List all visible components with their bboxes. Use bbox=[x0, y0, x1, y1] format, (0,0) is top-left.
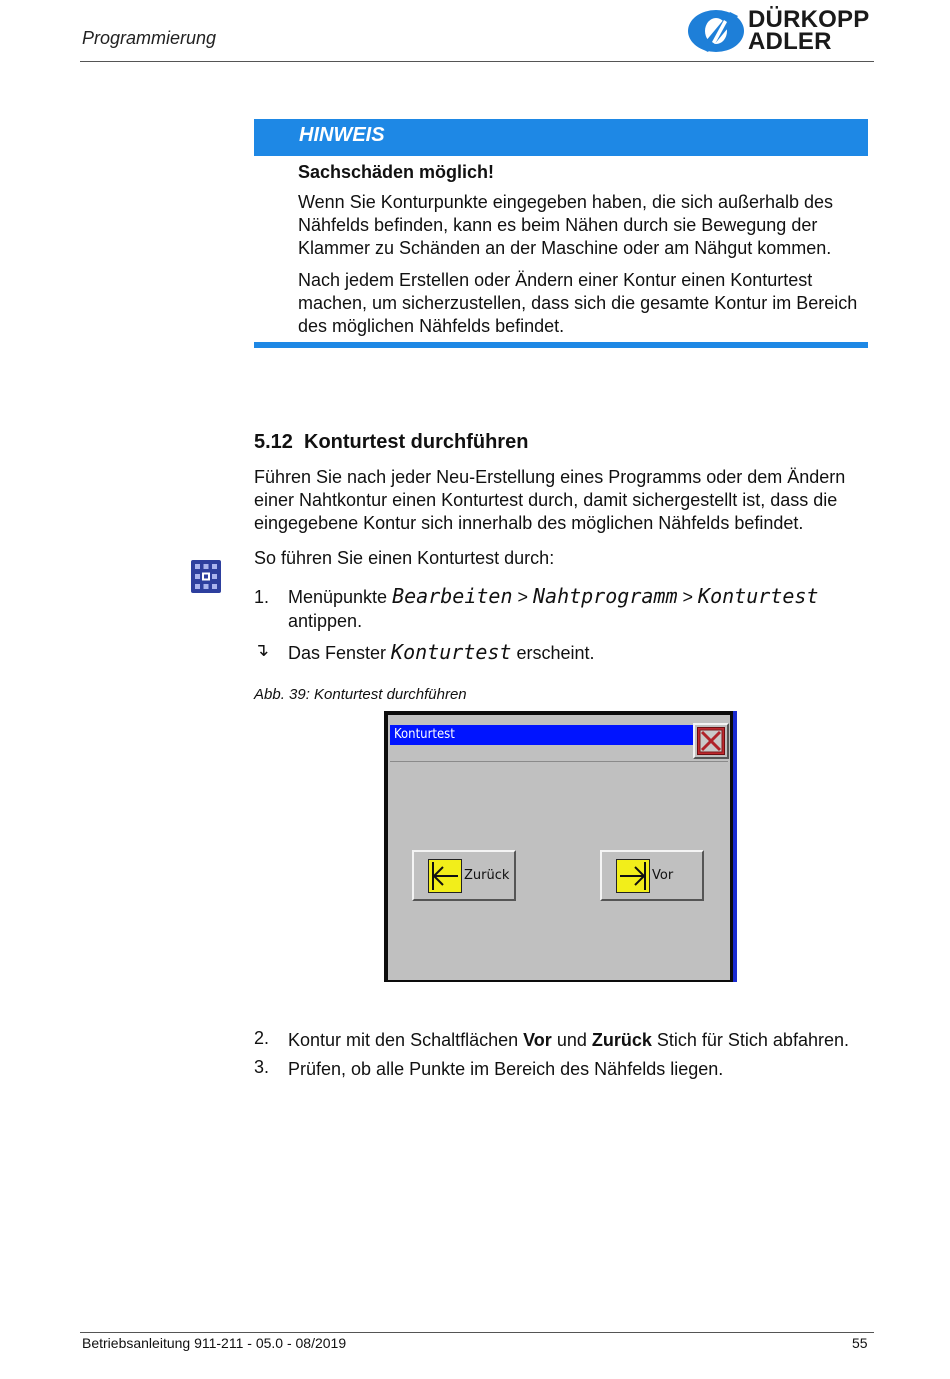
running-header: Programmierung bbox=[82, 28, 217, 48]
step-2-mid: und bbox=[551, 1030, 592, 1050]
step-1-number: 1. bbox=[254, 587, 270, 607]
menu-separator: > bbox=[512, 587, 534, 607]
window-divider bbox=[390, 761, 728, 762]
footer-document-id: Betriebsanleitung 911-211 - 05.0 - 08/2019 bbox=[82, 1335, 347, 1351]
step-1-prefix: Menüpunkte bbox=[288, 587, 393, 607]
back-button[interactable] bbox=[412, 850, 516, 901]
notice-label: HINWEIS bbox=[299, 124, 385, 146]
back-button-label: Zurück bbox=[464, 868, 510, 883]
footer-divider bbox=[80, 1332, 874, 1333]
step-2-text bbox=[288, 1028, 878, 1052]
notice-paragraph-1: Wenn Sie Konturpunkte eingegeben haben, die sich außerhalb des Nähfelds befinden, kann es beim Nähen durch sie Bewegung der Klammer zu Schänden an der Maschine oder am Nähgut kommen. bbox=[298, 192, 834, 258]
notice-paragraph-2: Nach jedem Erstellen oder Ändern einer Kontur einen Konturtest machen, um sicherzustellen, dass sich die gesamte Kontur im Bereich des möglichen Nähfelds befindet. bbox=[298, 270, 858, 336]
step-1-suffix: antippen. bbox=[288, 611, 363, 631]
notice-heading: Sachschäden möglich! bbox=[298, 162, 495, 182]
page-number: 55 bbox=[852, 1335, 868, 1351]
result-window-name: Konturtest bbox=[391, 640, 512, 664]
section-intro: Führen Sie nach jeder Neu-Erstellung eines Programms oder dem Ändern einer Nahtkontur einen Konturtest durch, damit sichergestellt ist, dass die eingegebene Kontur sich innerhalb des möglichen Nähfelds befindet. bbox=[254, 467, 846, 533]
konturtest-screenshot bbox=[384, 711, 737, 982]
result-arrow-icon: ↴ bbox=[254, 640, 270, 660]
menu-item-bearbeiten: Bearbeiten bbox=[392, 584, 513, 608]
window-title: Konturtest bbox=[394, 727, 455, 742]
logo-text-line1: DÜRKOPP bbox=[748, 6, 870, 33]
step-2-number: 2. bbox=[254, 1028, 270, 1048]
window-close-button[interactable] bbox=[693, 723, 729, 759]
result-prefix: Das Fenster bbox=[288, 643, 392, 663]
forward-button[interactable] bbox=[600, 850, 704, 901]
section-title-text: Konturtest durchführen bbox=[304, 431, 529, 453]
konturtest-window bbox=[388, 715, 730, 980]
forward-button-label: Vor bbox=[652, 868, 674, 883]
notice-banner bbox=[254, 119, 868, 156]
section-number: 5.12 bbox=[254, 431, 293, 453]
step-2-vor: Vor bbox=[523, 1030, 552, 1050]
step-2-zurueck: Zurück bbox=[591, 1030, 652, 1050]
screen-edge-bar bbox=[733, 711, 737, 982]
section-heading bbox=[254, 431, 528, 454]
close-icon bbox=[697, 727, 725, 755]
step-3-text: Prüfen, ob alle Punkte im Bereich des Nähfelds liegen. bbox=[288, 1059, 724, 1079]
step-2-prefix: Kontur mit den Schaltflächen bbox=[288, 1030, 524, 1050]
figure-caption: Abb. 39: Konturtest durchführen bbox=[254, 686, 467, 703]
logo-text-line2: ADLER bbox=[748, 28, 832, 55]
step-3-number: 3. bbox=[254, 1057, 270, 1077]
company-logo bbox=[686, 6, 872, 56]
section-lead: So führen Sie einen Konturtest durch: bbox=[254, 548, 555, 568]
menu-separator: > bbox=[677, 587, 699, 607]
header-divider bbox=[80, 61, 874, 62]
menu-item-konturtest: Konturtest bbox=[698, 584, 819, 608]
step-2-suffix: Stich für Stich abfahren. bbox=[651, 1030, 849, 1050]
arrow-left-icon bbox=[428, 859, 462, 893]
menu-item-nahtprogramm: Nahtprogramm bbox=[533, 584, 678, 608]
arrow-right-icon bbox=[616, 859, 650, 893]
logo-emblem-icon bbox=[686, 8, 746, 54]
result-text bbox=[288, 640, 878, 665]
step-1-text bbox=[288, 584, 878, 633]
notice-bottom-rule bbox=[254, 342, 868, 348]
window-titlebar bbox=[390, 725, 695, 745]
keypad-icon bbox=[191, 560, 221, 593]
result-suffix: erscheint. bbox=[511, 643, 595, 663]
